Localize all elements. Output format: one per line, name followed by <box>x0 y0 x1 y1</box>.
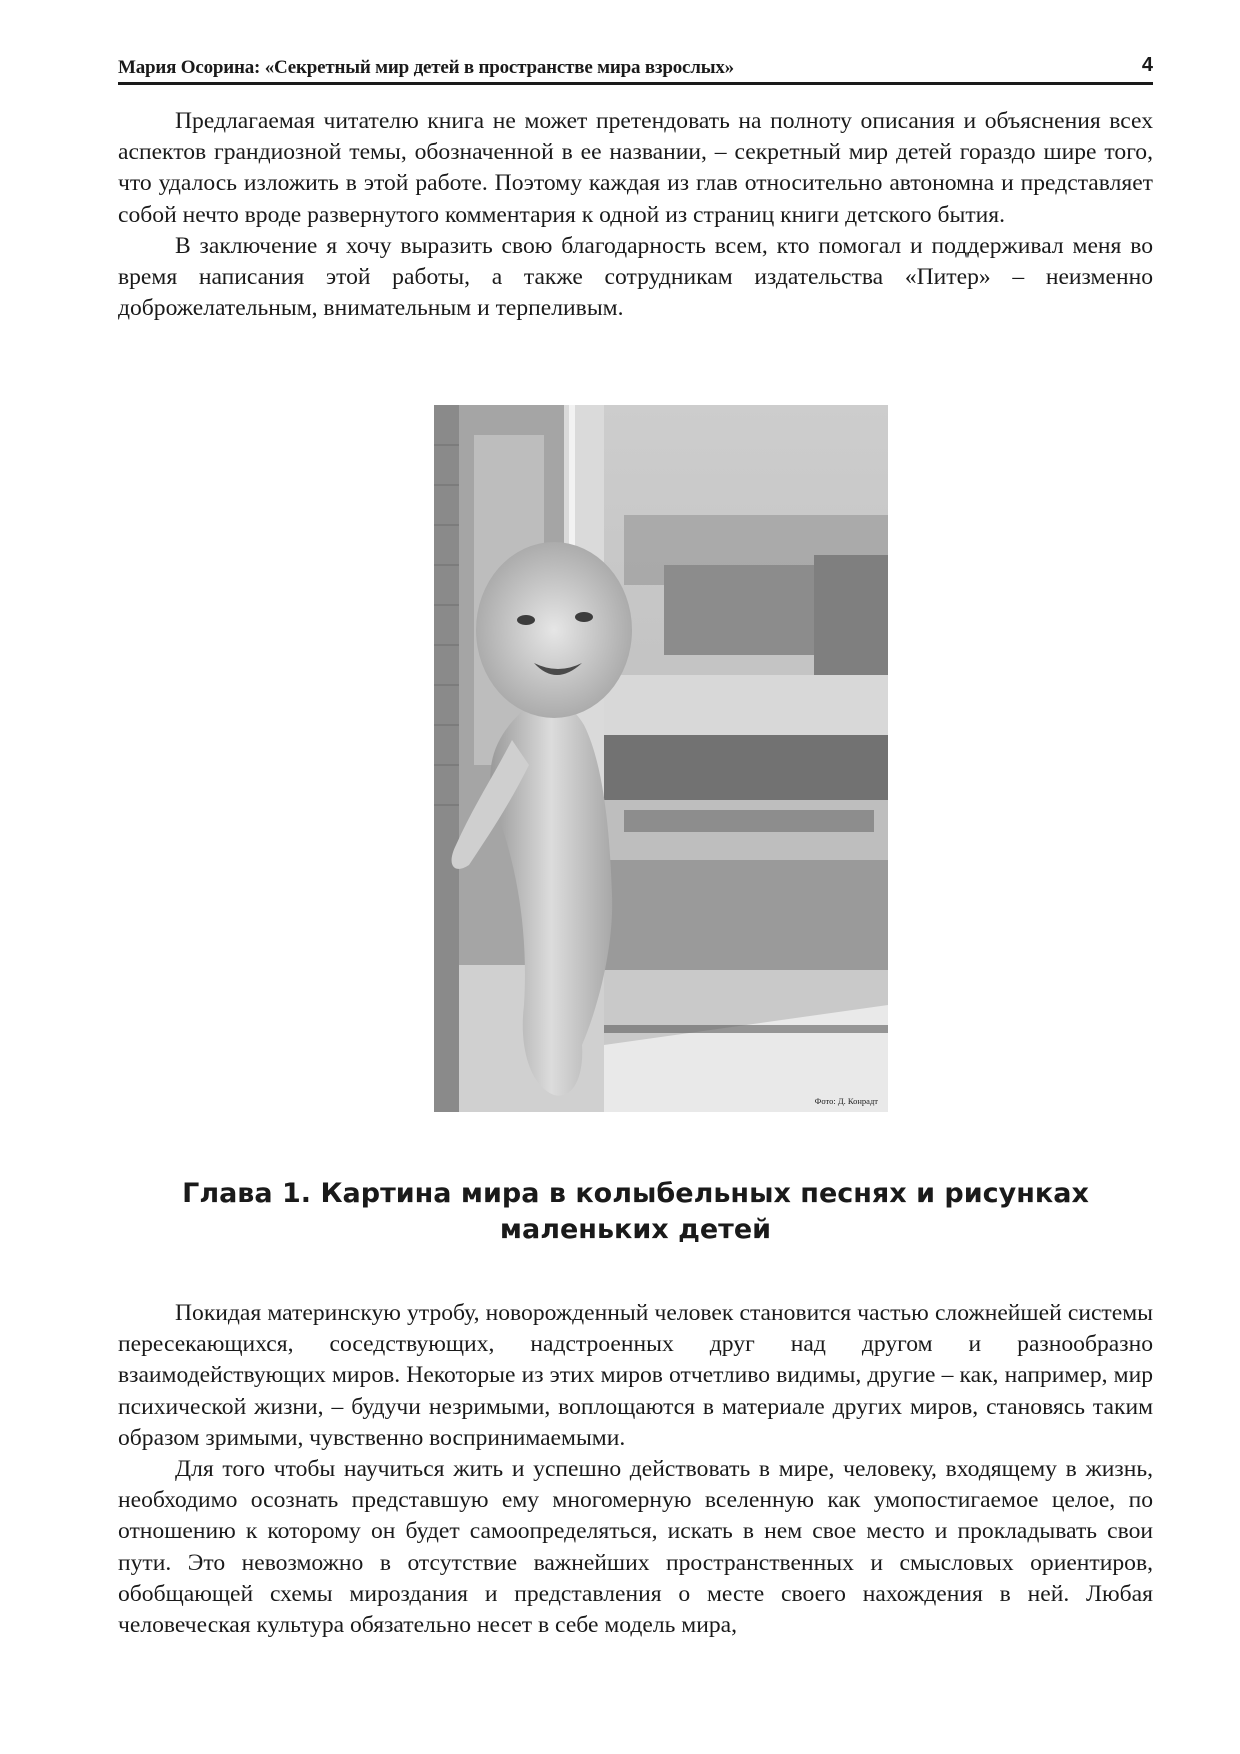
chapter-title: Глава 1. Картина мира в колыбельных песнях и рисунках маленьких детей <box>182 1178 1089 1245</box>
running-header <box>118 52 1153 85</box>
page-number: 4 <box>1141 54 1153 76</box>
intro-paragraph: Предлагаемая читателю книга не может претендовать на полноту описания и объяснения всех аспектов грандиозной темы, обозначенной в ее названии, – секретный мир детей гораздо шире того, что удалось изложить в этой работе. Поэтому каждая из глав относительно автономна и представляет собой нечто вроде развернутого комментария к одной из страниц книги детского бытия. <box>118 108 1153 228</box>
chapter-paragraph: Для того чтобы научиться жить и успешно действовать в мире, человеку, входящему в жизнь, необходимо осознать представшую ему многомерную вселенную как умопостигаемое целое, по отношению к которому он будет самоопределяться, искать в нем свое место и прокладывать свои пути. Это невозможно в отсутствие важнейших пространственных и смысловых ориентиров, обобщающей схемы мироздания и представления о месте своего нахождения в ней. Любая человеческая культура обязательно несет в себе модель мира, <box>118 1456 1153 1639</box>
intro-paragraph: В заключение я хочу выразить свою благодарность всем, кто помогал и поддерживал меня во время написания этой работы, а также сотрудникам издательства «Питер» – неизменно доброжелательным, внимательным и терпеливым. <box>118 232 1153 322</box>
baby-at-window-photo <box>434 405 888 1112</box>
intro-text <box>118 106 1153 324</box>
chapter-paragraph: Покидая материнскую утробу, новорожденный человек становится частью сложнейшей системы пересекающихся, соседствующих, надстроенных друг над другом и разнообразно взаимодействующих миров. Некоторые из этих миров отчетливо видимы, другие – как, например, мир психической жизни, – будучи незримыми, воплощаются в материале других миров, становясь таким образом зримыми, чувственно воспринимаемыми. <box>118 1300 1153 1451</box>
photo-illustration <box>434 405 888 1112</box>
chapter-text <box>118 1298 1153 1641</box>
photo-credit: Фото: Д. Конрадт <box>814 1096 878 1106</box>
header-title: Мария Осорина: «Секретный мир детей в пространстве мира взрослых» <box>118 57 734 78</box>
